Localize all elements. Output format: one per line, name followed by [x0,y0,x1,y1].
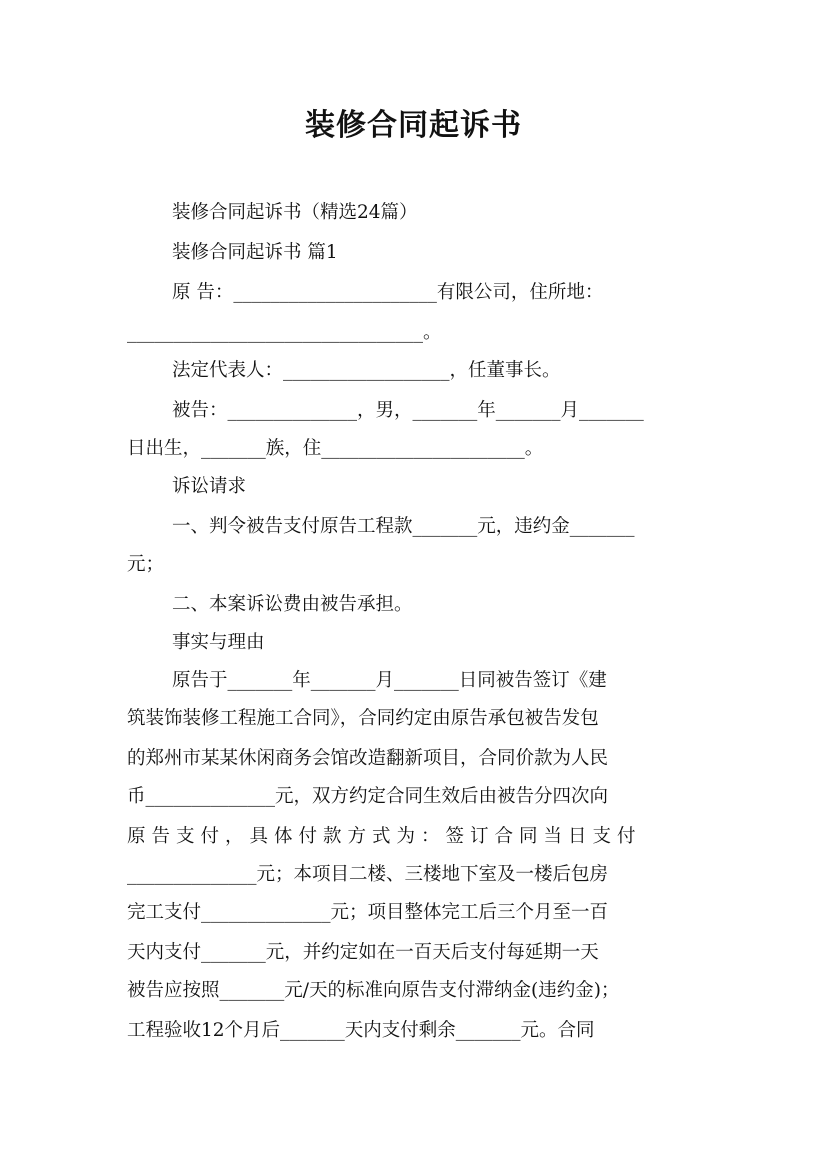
facts-paragraph-line: 筑装饰装修工程施工合同》，合同约定由原告承包被告发包 [127,708,599,729]
defendant-line: 被告：______________，男，_______年_______月_______ [172,400,644,421]
facts-paragraph-line: 完工支付______________元；项目整体完工后三个月至一百 [127,902,609,923]
facts-paragraph-line: 原告支付，具体付款方式为：签订合同当日支付 [127,826,642,847]
claim-two-line: 二、本案诉讼费由被告承担。 [172,594,413,615]
plaintiff-address-line: ________________________________。 [127,322,442,343]
facts-heading: 事实与理由 [172,632,265,653]
document-title: 装修合同起诉书 [305,108,522,143]
defendant-birth-line: 日出生，_______族，住______________________。 [127,438,544,459]
claim-one-continued: 元； [127,554,165,575]
facts-paragraph-line: 工程验收12个月后_______天内支付剩余_______元。合同 [127,1020,595,1041]
facts-paragraph-line: 被告应按照_______元/天的标准向原告支付滞纳金(违约金)； [127,980,620,1001]
claims-heading: 诉讼请求 [172,476,247,497]
section-heading: 装修合同起诉书 篇1 [172,242,338,263]
facts-paragraph-line: ______________元；本项目二楼、三楼地下室及一楼后包房 [127,864,609,885]
facts-paragraph-line: 的郑州市某某休闲商务会馆改造翻新项目，合同价款为人民 [127,748,609,769]
legal-representative-line: 法定代表人：__________________，任董事长。 [172,360,561,381]
plaintiff-line: 原 告：______________________有限公司，住所地： [172,282,604,303]
facts-paragraph-line: 币______________元，双方约定合同生效后由被告分四次向 [127,786,609,807]
claim-one-line: 一、判令被告支付原告工程款_______元，违约金_______ [172,516,635,537]
subtitle-line: 装修合同起诉书（精选24篇） [172,202,418,223]
facts-paragraph-line: 天内支付_______元，并约定如在一百天后支付每延期一天 [127,942,599,963]
facts-paragraph-line: 原告于_______年_______月_______日同被告签订《建 [172,670,607,691]
